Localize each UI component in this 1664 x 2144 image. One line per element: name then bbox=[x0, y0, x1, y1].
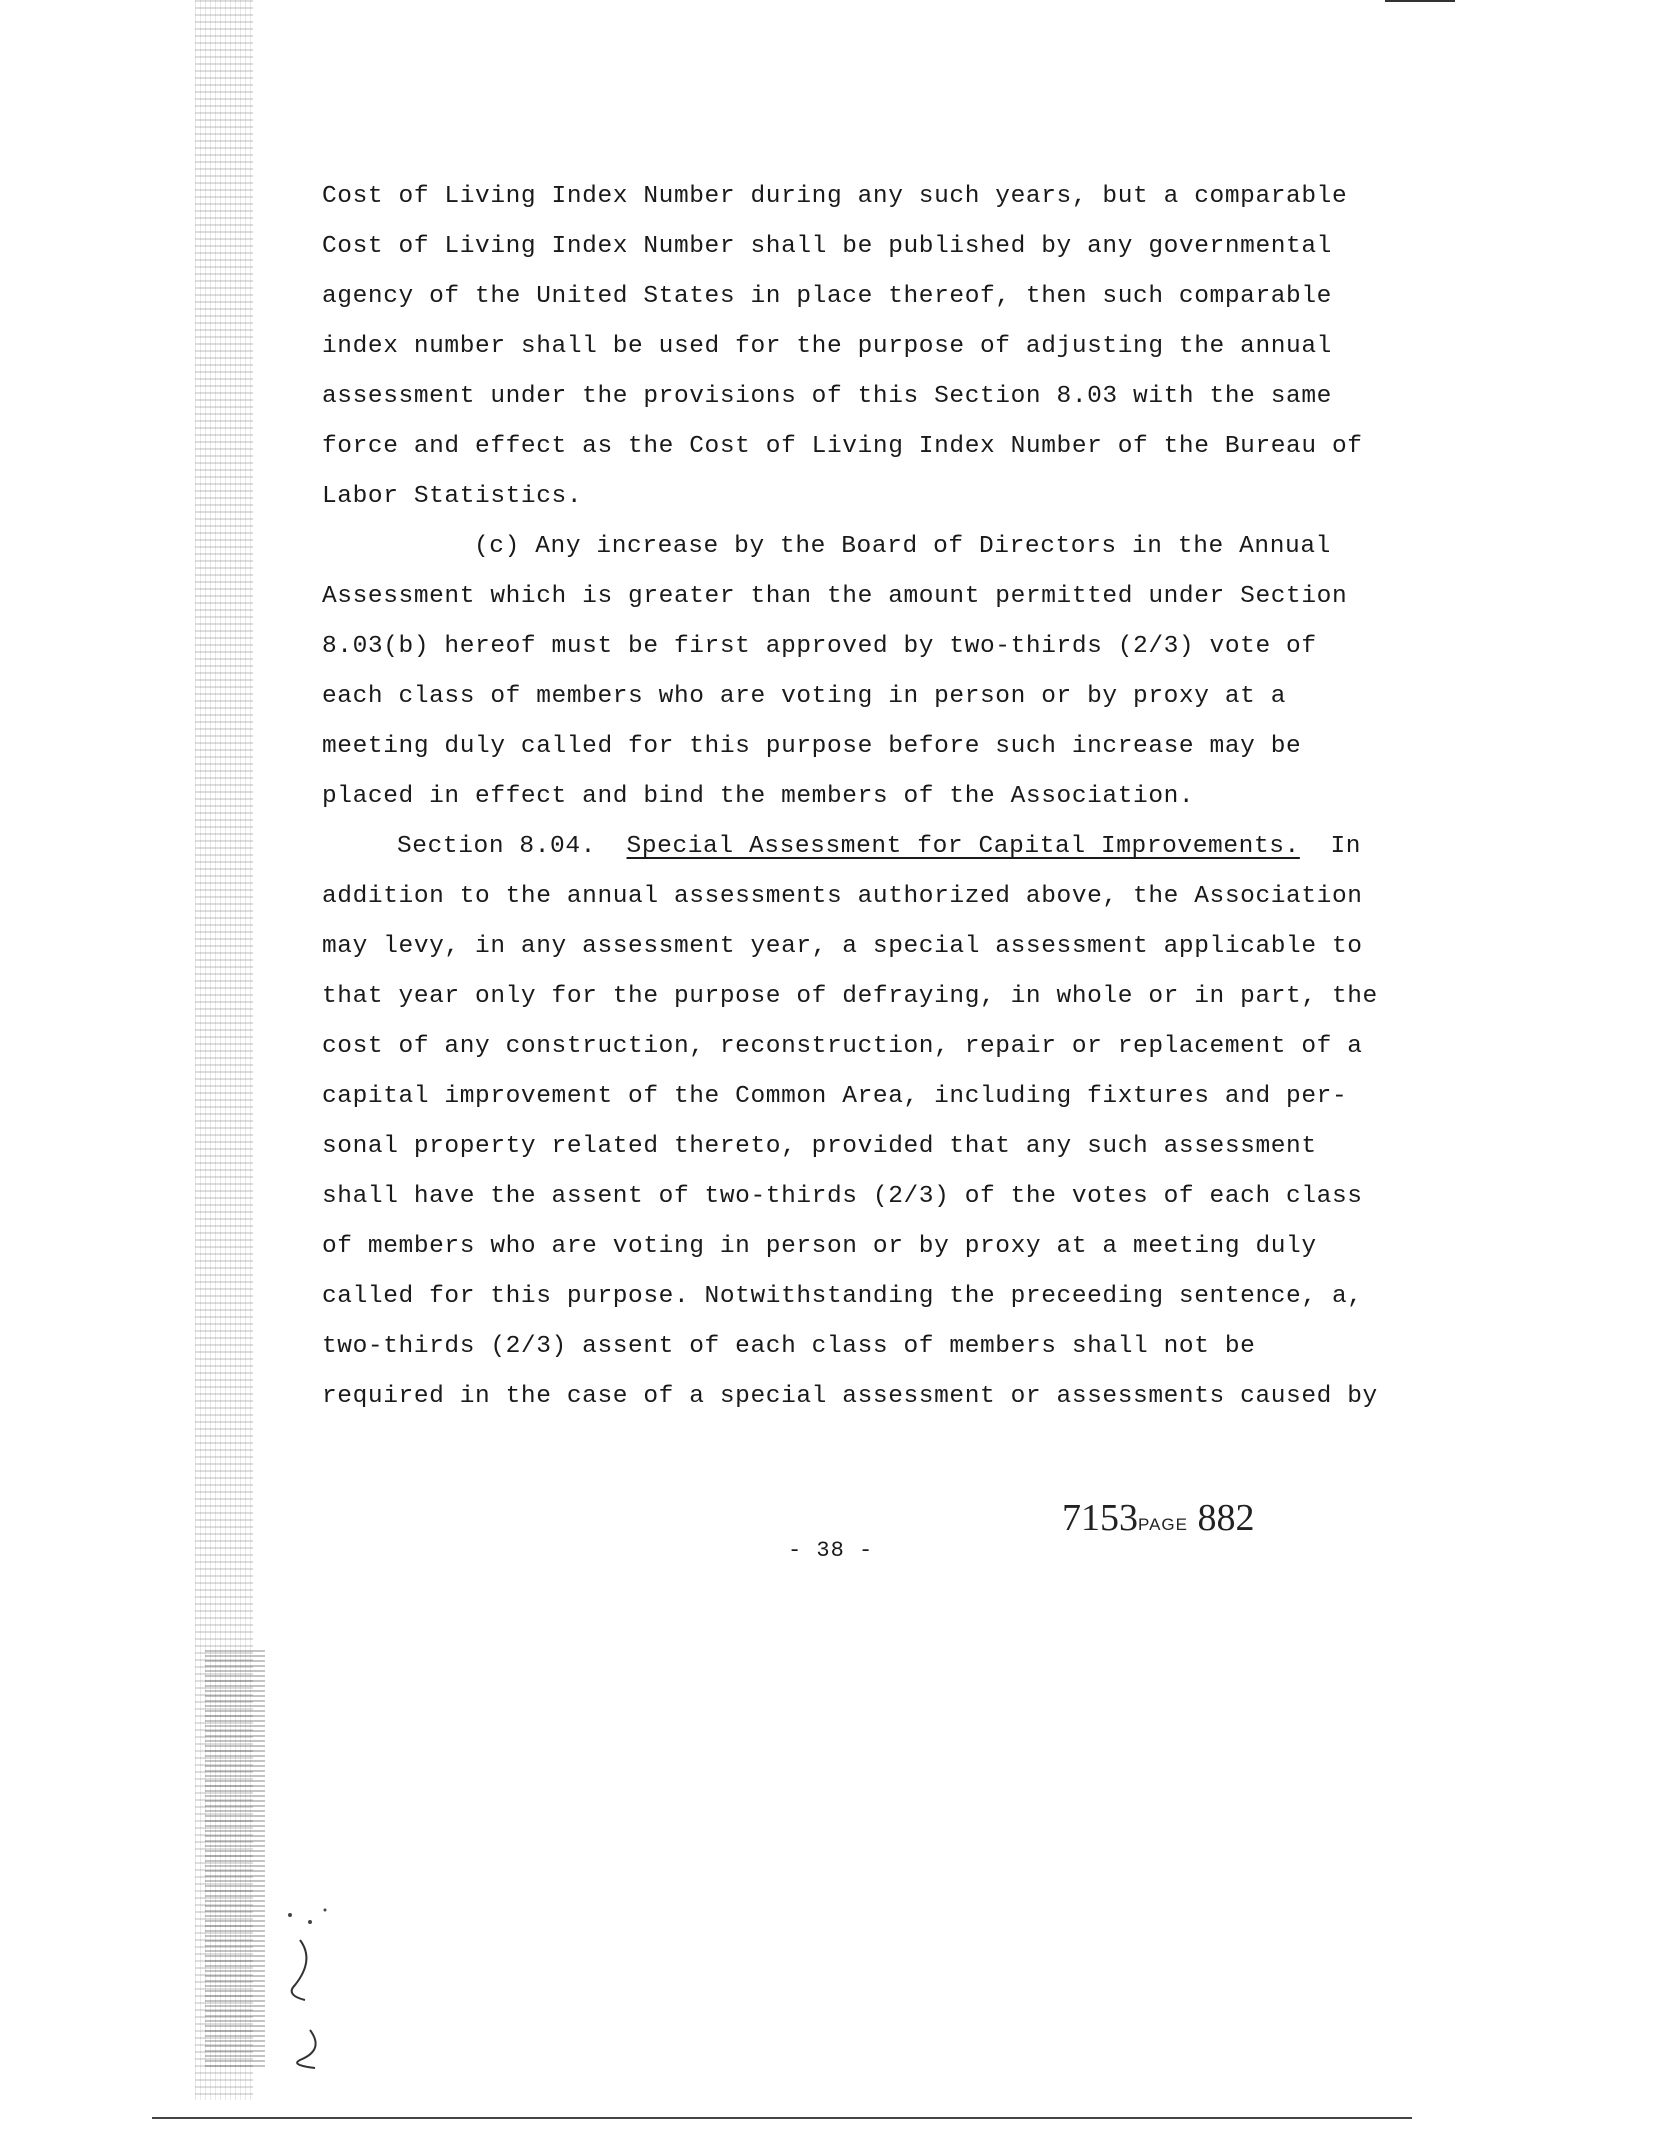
margin-mark bbox=[270, 1900, 350, 2070]
text-line: sonal property related thereto, provided that any such assessment bbox=[322, 1133, 1317, 1160]
text-line: that year only for the purpose of defraying, in whole or in part, the bbox=[322, 983, 1378, 1010]
page-number: - 38 - bbox=[788, 1538, 874, 1563]
recorded-page-number: 882 bbox=[1197, 1497, 1255, 1539]
text-line: capital improvement of the Common Area, including fixtures and per- bbox=[322, 1083, 1348, 1110]
body-text bbox=[322, 172, 1382, 1422]
text-line: cost of any construction, reconstruction, repair or replacement of a bbox=[322, 1033, 1363, 1060]
text-line: each class of members who are voting in person or by proxy at a bbox=[322, 683, 1287, 710]
book-number: 7153 bbox=[1062, 1497, 1138, 1539]
text-line: may levy, in any assessment year, a special assessment applicable to bbox=[322, 933, 1363, 960]
text-line: placed in effect and bind the members of the Association. bbox=[322, 783, 1195, 810]
text-line: Cost of Living Index Number during any such years, but a comparable bbox=[322, 183, 1348, 210]
text-line: agency of the United States in place thereof, then such comparable bbox=[322, 283, 1332, 310]
section-number: Section 8.04. bbox=[397, 833, 596, 860]
scan-edge-noise-lower bbox=[205, 1650, 265, 2070]
text-line: force and effect as the Cost of Living Index Number of the Bureau of bbox=[322, 433, 1363, 460]
text-line: called for this purpose. Notwithstanding the preceeding sentence, a, bbox=[322, 1283, 1363, 1310]
section-heading-line bbox=[322, 822, 1382, 872]
text-line: 8.03(b) hereof must be first approved by two-thirds (2/3) vote of bbox=[322, 633, 1317, 660]
top-rule bbox=[1385, 0, 1455, 2]
text-line: Cost of Living Index Number shall be published by any governmental bbox=[322, 233, 1332, 260]
text-line: addition to the annual assessments authorized above, the Association bbox=[322, 883, 1363, 910]
section-lead-word: In bbox=[1330, 833, 1362, 860]
text-line: Assessment which is greater than the amount permitted under Section bbox=[322, 583, 1348, 610]
text-line: Labor Statistics. bbox=[322, 483, 583, 510]
text-line: required in the case of a special assessment or assessments caused by bbox=[322, 1383, 1378, 1410]
text-line: meeting duly called for this purpose before such increase may be bbox=[322, 733, 1302, 760]
bottom-rule bbox=[152, 2117, 1412, 2119]
book-page-stamp bbox=[1062, 1496, 1254, 1540]
section-heading: Special Assessment for Capital Improvements. bbox=[626, 833, 1300, 860]
text-line: shall have the assent of two-thirds (2/3) of the votes of each class bbox=[322, 1183, 1363, 1210]
text-line: assessment under the provisions of this Section 8.03 with the same bbox=[322, 383, 1332, 410]
text-line: two-thirds (2/3) assent of each class of members shall not be bbox=[322, 1333, 1256, 1360]
page-label: PAGE bbox=[1138, 1515, 1188, 1534]
text-line: of members who are voting in person or by proxy at a meeting duly bbox=[322, 1233, 1317, 1260]
text-line: index number shall be used for the purpose of adjusting the annual bbox=[322, 333, 1332, 360]
paragraph-c-first-line: (c) Any increase by the Board of Directors in the Annual bbox=[474, 533, 1331, 560]
